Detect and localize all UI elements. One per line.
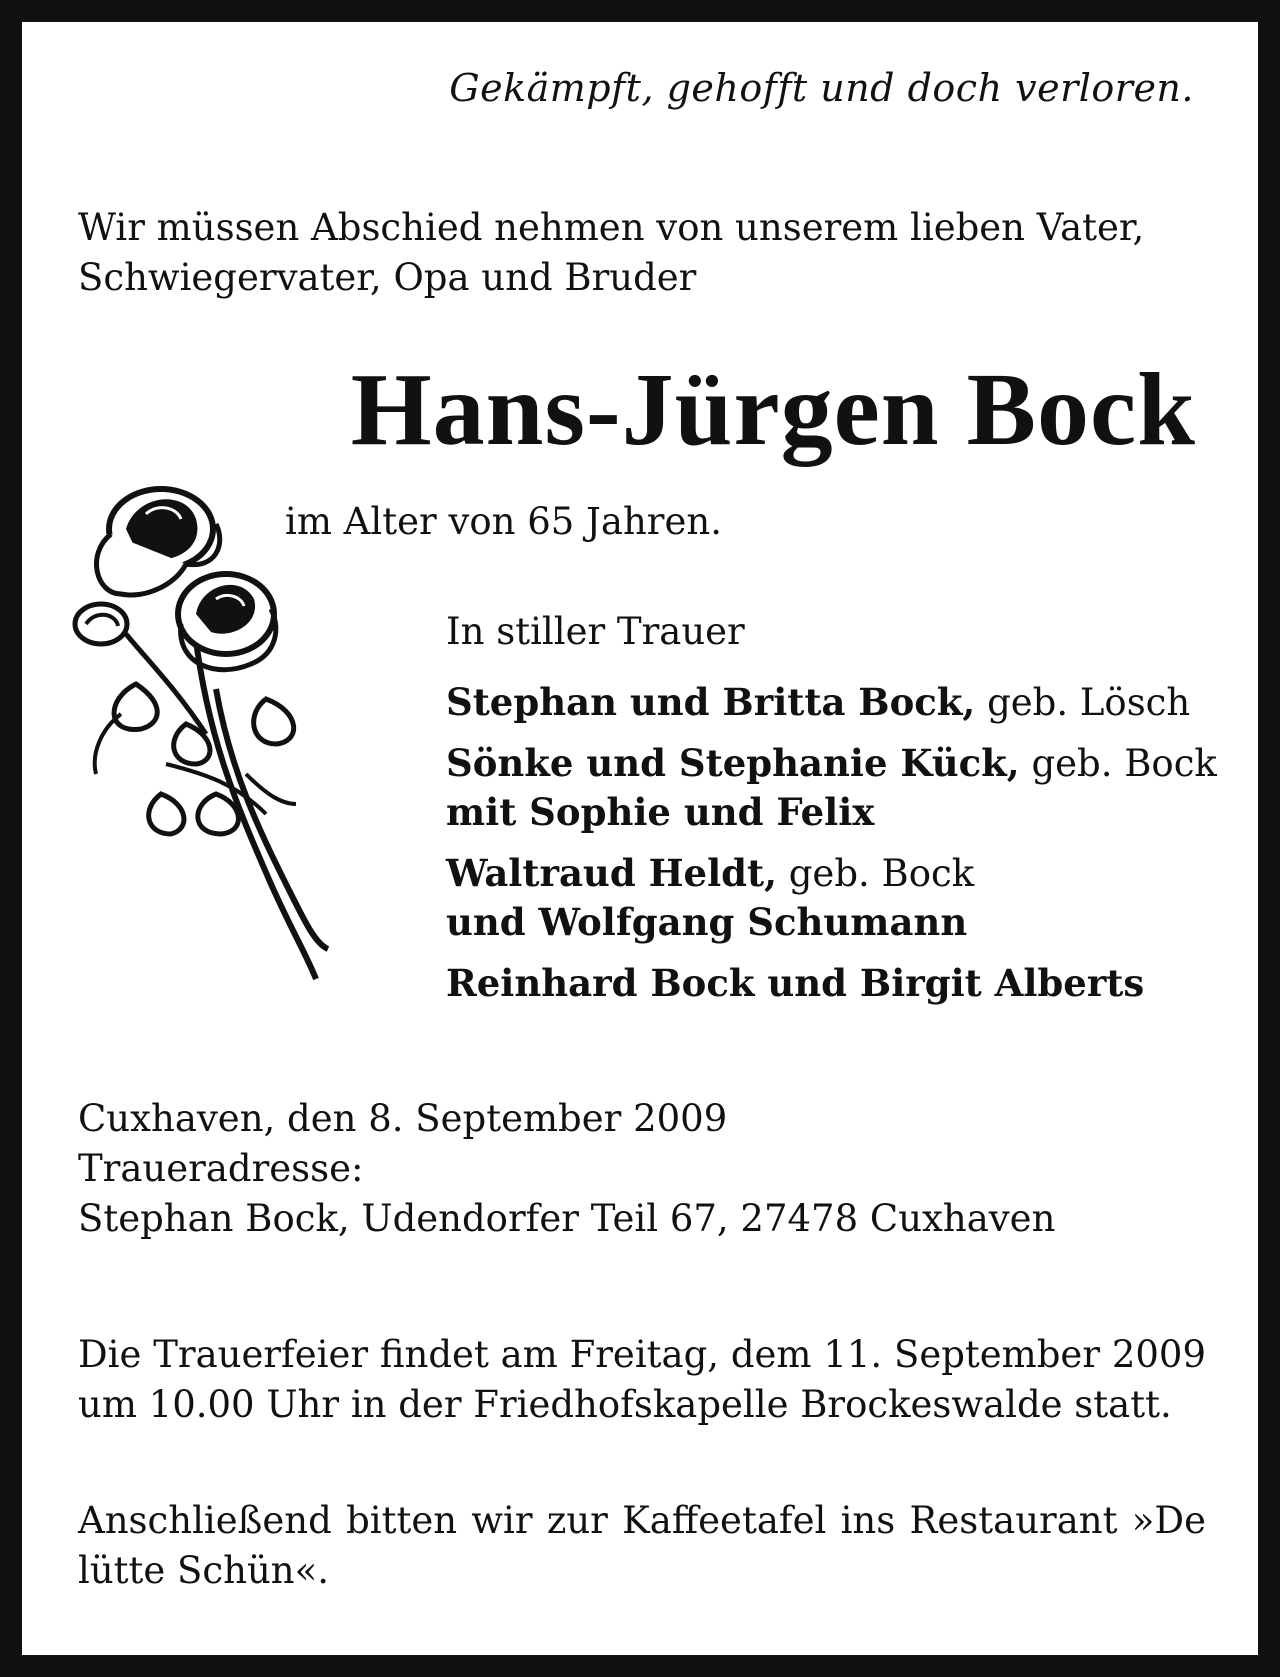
deceased-name: Hans-Jürgen Bock (350, 352, 1196, 467)
mourner-name: Waltraud Heldt, (446, 851, 777, 895)
mourner-note: geb. Lösch (987, 681, 1191, 724)
mourner-name: Reinhard Bock und Birgit Alberts (446, 961, 1145, 1005)
motto: Gekämpft, gehofft und doch verloren. (449, 66, 1194, 110)
mourner-extra: mit Sophie und Felix (446, 790, 875, 834)
intro-line-2: Schwiegervater, Opa und Bruder (78, 256, 697, 299)
service-announcement: Die Trauerfeier findet am Freitag, dem 11. September 2009 um 10.00 Uhr in der Friedhofskapelle Brockeswalde statt. (78, 1333, 1206, 1426)
intro-text (78, 203, 1208, 303)
mourner-entry (446, 849, 1216, 947)
mourner-note: geb. Bock (1031, 742, 1217, 785)
address: Stephan Bock, Udendorfer Teil 67, 27478 Cuxhaven (78, 1197, 1056, 1240)
rose-icon (66, 474, 336, 994)
address-label: Traueradresse: (78, 1147, 364, 1190)
mourner-entry (446, 678, 1216, 727)
place-and-address (78, 1094, 1055, 1244)
intro-line-1: Wir müssen Abschied nehmen von unserem lieben Vater, (78, 206, 1145, 249)
mourner-note: geb. Bock (788, 852, 975, 895)
mourners-heading: In stiller Trauer (446, 610, 745, 653)
coffee-invitation: Anschließend bitten wir zur Kaffeetafel ins Restaurant »De lütte Schün«. (78, 1499, 1206, 1592)
mourner-entry (446, 959, 1216, 1008)
mourner-entry (446, 739, 1216, 837)
age-text: im Alter von 65 Jahren. (285, 500, 722, 543)
mourner-extra: und Wolfgang Schumann (446, 900, 968, 944)
mourner-name: Stephan und Britta Bock, (446, 680, 976, 724)
mourner-name: Sönke und Stephanie Kück, (446, 741, 1020, 785)
mourners-block (446, 608, 1216, 1020)
place-date: Cuxhaven, den 8. September 2009 (78, 1097, 728, 1140)
